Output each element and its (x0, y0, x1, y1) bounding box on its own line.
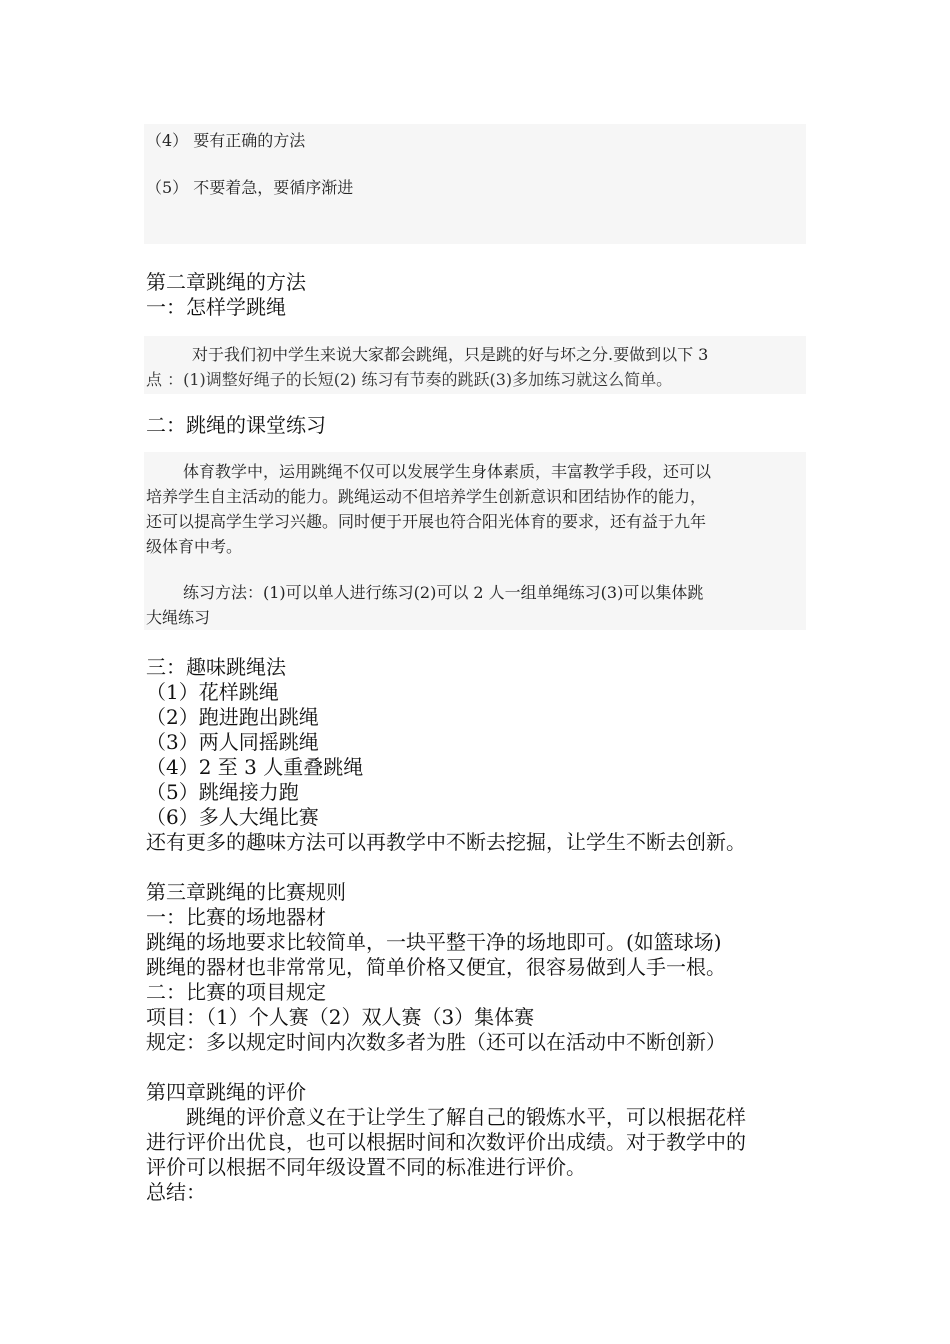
learn-paragraph-line: 对于我们初中学生来说大家都会跳绳，只是跳的好与坏之分.要做到以下 3 (192, 345, 709, 364)
practice-paragraph-line: 级体育中考。 (146, 537, 243, 556)
fun-method-item: （4）2 至 3 人重叠跳绳 (146, 755, 364, 779)
fun-methods-closing: 还有更多的趣味方法可以再教学中不断去挖掘，让学生不断去创新。 (146, 830, 746, 854)
fun-method-item: （6）多人大绳比赛 (146, 805, 319, 829)
list-item-4: （4） 要有正确的方法 (146, 131, 306, 150)
practice-paragraph-line: 培养学生自主活动的能力。跳绳运动不但培养学生创新意识和团结协作的能力， (146, 487, 707, 506)
summary-label: 总结： (146, 1180, 206, 1204)
venue-line: 跳绳的器材也非常常见，简单价格又便宜，很容易做到人手一根。 (146, 955, 726, 979)
practice-paragraph-line: 还可以提高学生学习兴趣。同时便于开展也符合阳光体育的要求，还有益于九年 (146, 512, 707, 531)
evaluation-paragraph-line: 进行评价出优良，也可以根据时间和次数评价出成绩。对于教学中的 (146, 1130, 746, 1154)
section-heading-how-to-learn: 一：怎样学跳绳 (146, 295, 286, 319)
chapter-3-title: 第三章跳绳的比赛规则 (146, 880, 346, 904)
chapter-2-title: 第二章跳绳的方法 (146, 270, 306, 294)
venue-line: 跳绳的场地要求比较简单，一块平整干净的场地即可。(如篮球场) (146, 930, 722, 954)
practice-method-line: 大绳练习 (146, 608, 211, 627)
practice-paragraph-line: 体育教学中，运用跳绳不仅可以发展学生身体素质，丰富教学手段，还可以 (183, 462, 712, 481)
fun-method-item: （5）跳绳接力跑 (146, 780, 299, 804)
fun-method-item: （1）花样跳绳 (146, 680, 279, 704)
practice-method-line: 练习方法：(1)可以单人进行练习(2)可以 2 人一组单绳练习(3)可以集体跳 (183, 583, 704, 602)
section-heading-venue: 一：比赛的场地器材 (146, 905, 326, 929)
fun-method-item: （3）两人同摇跳绳 (146, 730, 319, 754)
chapter-4-title: 第四章跳绳的评价 (146, 1080, 306, 1104)
evaluation-paragraph-line: 评价可以根据不同年级设置不同的标准进行评价。 (146, 1155, 586, 1179)
section-heading-fun-methods: 三：趣味跳绳法 (146, 655, 286, 679)
section-heading-events: 二：比赛的项目规定 (146, 980, 326, 1004)
events-rules: 规定：多以规定时间内次数多者为胜（还可以在活动中不断创新） (146, 1030, 726, 1054)
learn-paragraph-line: 点 ：(1)调整好绳子的长短(2) 练习有节奏的跳跃(3)多加练习就这么简单。 (146, 370, 673, 389)
list-item-5: （5） 不要着急，要循序渐进 (146, 178, 354, 197)
evaluation-paragraph-line: 跳绳的评价意义在于让学生了解自己的锻炼水平，可以根据花样 (186, 1105, 746, 1129)
section-heading-class-practice: 二：跳绳的课堂练习 (146, 413, 326, 437)
fun-method-item: （2）跑进跑出跳绳 (146, 705, 319, 729)
events-items: 项目：（1）个人赛（2）双人赛（3）集体赛 (146, 1005, 535, 1029)
